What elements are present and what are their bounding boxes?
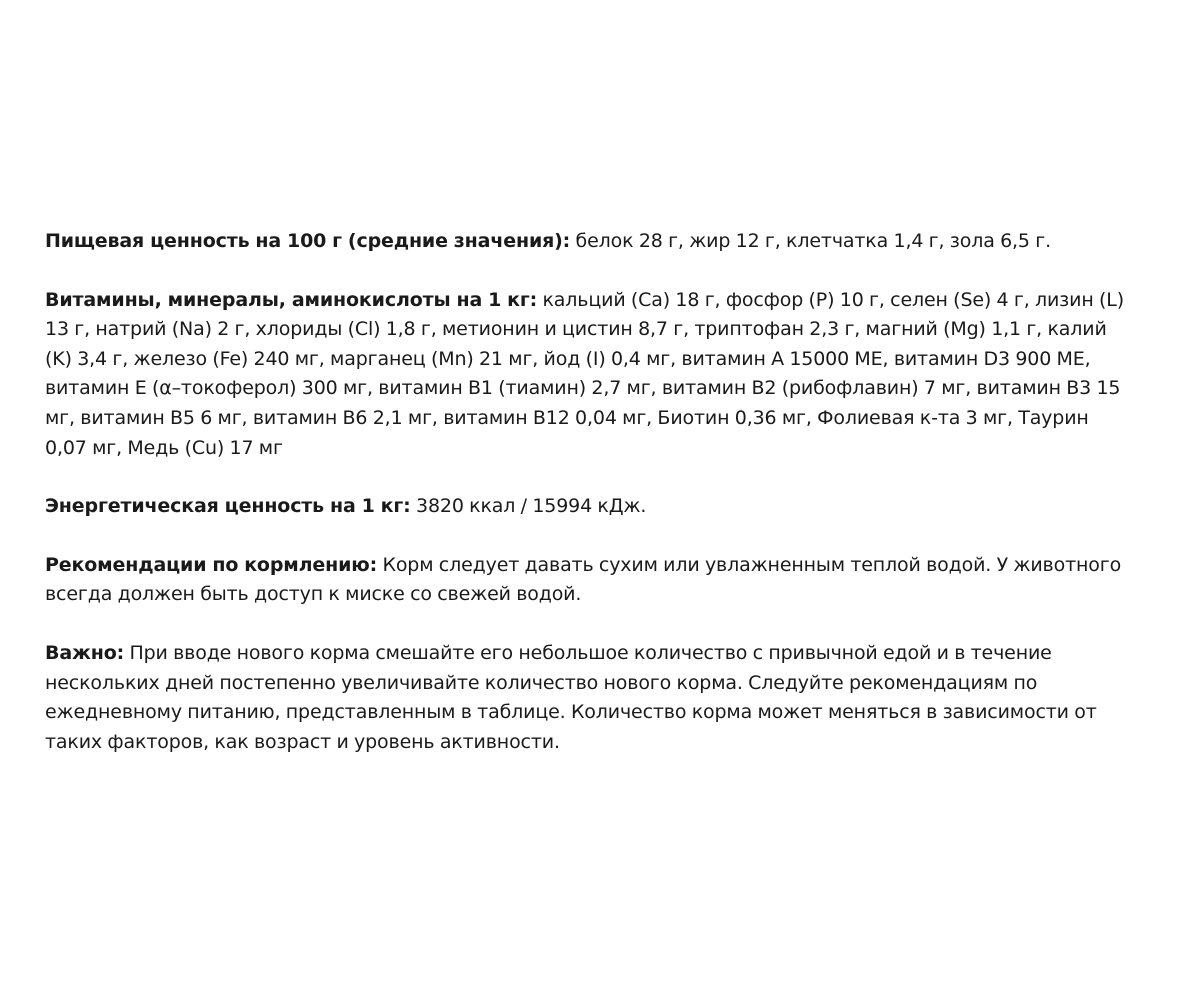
feeding-label: Рекомендации по кормлению: — [45, 553, 378, 576]
product-description — [45, 227, 1130, 786]
energy-paragraph — [45, 492, 1130, 522]
vitamins-label: Витамины, минералы, аминокислоты на 1 кг: — [45, 288, 538, 311]
vitamins-text: кальций (Са) 18 г, фосфор (Р) 10 г, селен (Se) 4 г, лизин (L) 13 г, натрий (Na) 2 г, хлориды (Cl) 1,8 г, метионин и цистин 8,7 г, триптофан 2,3 г, магний (Mg) 1,1 г, калий (K) 3,4 г, железо (Fe) 240 мг, марганец (Mn) 21 мг, йод (I) 0,4 мг, витамин А 15000 МЕ, витамин D3 900 МЕ, витамин Е (α–токоферол) 300 мг, витамин B1 (тиамин) 2,7 мг, витамин B2 (рибофлавин) 7 мг, витамин B3 15 мг, витамин B5 6 мг, витамин B6 2,1 мг, витамин B12 0,04 мг, Биотин 0,36 мг, Фолиевая к-та 3 мг, Таурин 0,07 мг, Медь (Cu) 17 мг — [45, 288, 1124, 459]
important-text: При вводе нового корма смешайте его небольшое количество с привычной едой и в течение нескольких дней постепенно увеличивайте количество нового корма. Следуйте рекомендациям по ежедневному питанию, представленным в таблице. Количество корма может меняться в зависимости от таких факторов, как возраст и уровень активности. — [45, 641, 1097, 753]
vitamins-paragraph — [45, 286, 1130, 464]
energy-text: 3820 ккал / 15994 кДж. — [410, 495, 647, 518]
important-label: Важно: — [45, 641, 125, 664]
feeding-paragraph — [45, 551, 1130, 610]
nutrition-paragraph — [45, 227, 1130, 257]
important-paragraph — [45, 639, 1130, 757]
nutrition-label: Пищевая ценность на 100 г (средние значения): — [45, 230, 571, 252]
energy-label: Энергетическая ценность на 1 кг: — [45, 495, 411, 518]
feeding-text: Корм следует давать сухим или увлажненным теплой водой. У животного всегда должен быть доступ к миске со свежей водой. — [45, 553, 1122, 606]
nutrition-text: белок 28 г, жир 12 г, клетчатка 1,4 г, зола 6,5 г. — [570, 230, 1051, 252]
